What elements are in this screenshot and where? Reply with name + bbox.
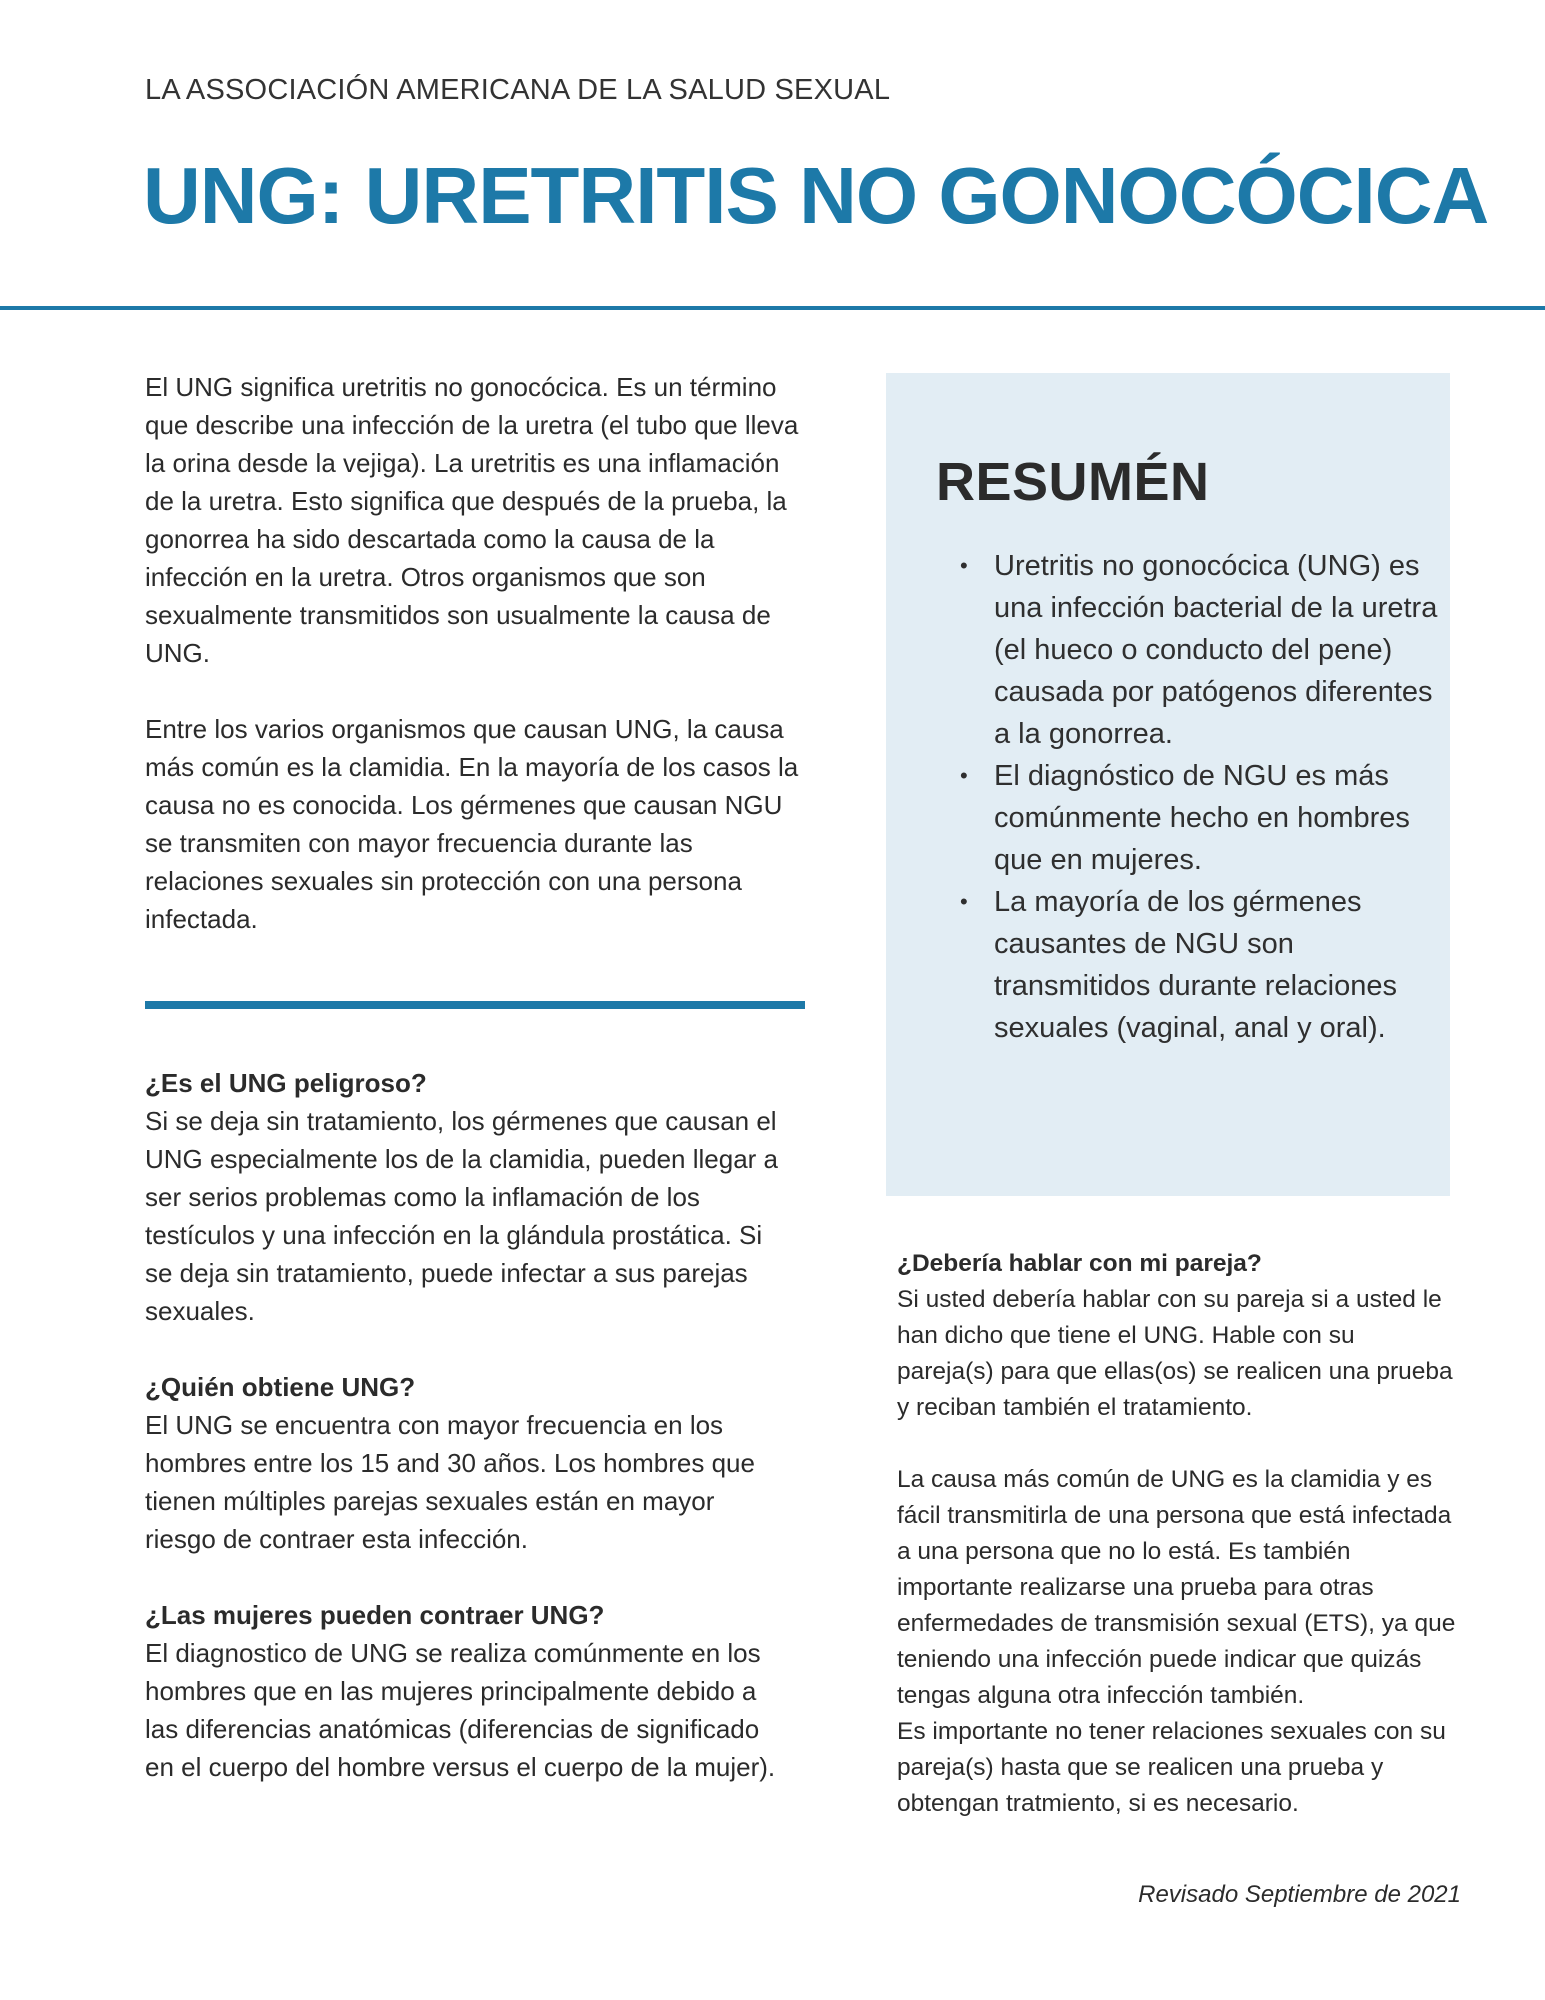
question-heading: ¿Es el UNG peligroso? xyxy=(145,1068,427,1098)
summary-item-text: La mayoría de los gérmenes causantes de NGU son transmitidos durante relaciones sexuales (vaginal, anal y oral). xyxy=(994,886,1397,1044)
bullet-icon: • xyxy=(960,763,968,788)
revision-date: Revisado Septiembre de 2021 xyxy=(1138,1881,1461,1908)
answer-text: El diagnostico de UNG se realiza comúnmente en los hombres que en las mujeres principalmente debido a las diferencias anatómicas (diferencias de significado en el cuerpo del hombre versus el cuerpo de la mujer). xyxy=(145,1638,776,1782)
answer-text: El UNG se encuentra con mayor frecuencia en los hombres entre los 15 and 30 años. Los hombres que tienen múltiples parejas sexuales están en mayor riesgo de contraer esta infección. xyxy=(145,1410,755,1554)
answer-text: Si se deja sin tratamiento, los gérmenes que causan el UNG especialmente los de la clamidia, pueden llegar a ser serios problemas como la inflamación de los testículos y una infección en la glándula prostática. Si se deja sin tratamiento, puede infectar a sus parejas sexuales. xyxy=(145,1106,779,1326)
summary-heading: RESUMÉN xyxy=(936,452,1210,512)
header-divider xyxy=(0,306,1545,310)
page-title: UNG: URETRITIS NO GONOCÓCICA xyxy=(143,151,1489,240)
summary-item-text: El diagnóstico de NGU es más comúnmente hecho en hombres que en mujeres. xyxy=(994,760,1410,876)
qa-who xyxy=(145,1368,785,1558)
intro-paragraph-2: Entre los varios organismos que causan UNG, la causa más común es la clamidia. En la mayoría de los casos la causa no es conocida. Los gérmenes que causan NGU se transmiten con mayor frecuencia durante las relaciones sexuales sin protección con una persona infectada. xyxy=(145,714,799,934)
answer-text: Si usted debería hablar con su pareja si a usted le han dicho que tiene el UNG. Hable con su pareja(s) para que ellas(os) se realicen una prueba y reciban también el tratamiento. xyxy=(897,1286,1453,1421)
intro-paragraph-1: El UNG significa uretritis no gonocócica. Es un término que describe una infección de la uretra (el tubo que lleva la orina desde la vejiga). La uretritis es una inflamación de la uretra. Esto significa que después de la prueba, la gonorrea ha sido descartada como la causa de la infección en la uretra. Otros organismos que son sexualmente transmitidos son usualmente la causa de UNG. xyxy=(145,372,799,668)
summary-item xyxy=(960,755,1454,881)
summary-item xyxy=(960,545,1454,755)
question-heading: ¿Quién obtiene UNG? xyxy=(145,1372,416,1402)
summary-box xyxy=(886,373,1450,1196)
summary-list xyxy=(936,545,1454,1049)
organization-name: LA ASSOCIACIÓN AMERICANA DE LA SALUD SEXUAL xyxy=(145,74,891,106)
answer-text: La causa más común de UNG es la clamidia y es fácil transmitirla de una persona que está infectada a una persona que no lo está. Es también importante realizarse una prueba para otras enfermedades de transmisión sexual (ETS), ya que teniendo una infección puede indicar que quizás tengas alguna otra infección también. xyxy=(897,1466,1456,1709)
question-heading: ¿Las mujeres pueden contraer UNG? xyxy=(145,1600,605,1630)
qa-danger xyxy=(145,1064,785,1330)
summary-item xyxy=(960,881,1454,1049)
section-divider xyxy=(145,1001,805,1009)
bullet-icon: • xyxy=(960,553,968,578)
qa-women xyxy=(145,1596,785,1786)
summary-item-text: Uretritis no gonocócica (UNG) es una infección bacterial de la uretra (el hueco o conducto del pene) causada por patógenos diferentes a la gonorrea. xyxy=(994,550,1438,750)
answer-text: Es importante no tener relaciones sexuales con su pareja(s) hasta que se realicen una prueba y obtengan tratmiento, si es necesario. xyxy=(897,1718,1446,1817)
bullet-icon: • xyxy=(960,889,968,914)
intro-text xyxy=(145,368,805,976)
qa-partner xyxy=(897,1246,1457,1822)
question-heading: ¿Debería hablar con mi pareja? xyxy=(897,1250,1262,1277)
